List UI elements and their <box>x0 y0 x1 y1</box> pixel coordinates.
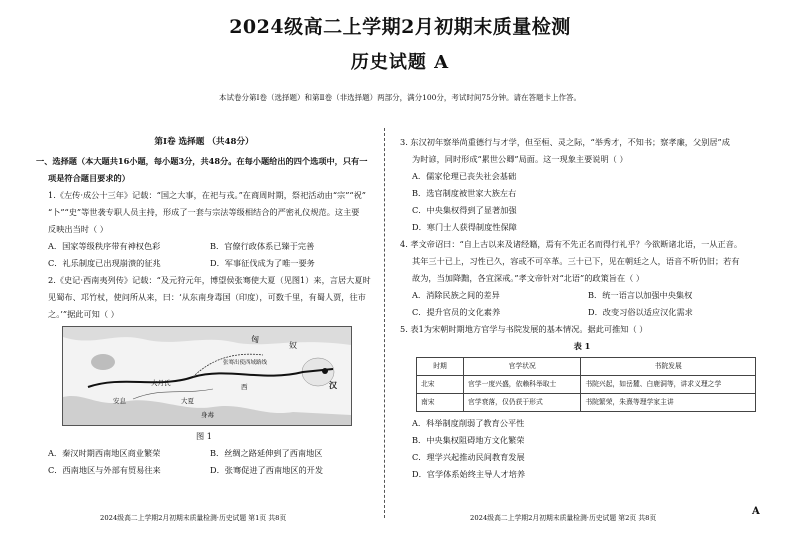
q1-stem-2: “卜”“史”等世袭专职人员主持，形成了一套与宗法等级相结合的严密礼仪规范。这主要 <box>48 207 360 217</box>
map-figure <box>62 326 352 426</box>
map-label-shendu: 身毒 <box>201 411 214 419</box>
q5-stem: 5. 表1为宋朝时期地方官学与书院发展的基本情况。据此可推知（ ） <box>400 324 648 334</box>
left-column <box>36 134 372 479</box>
column-divider <box>384 128 385 518</box>
question-2 <box>36 272 372 479</box>
question-1 <box>36 187 372 272</box>
q3-stem-2: 为时谚，同时形成“累世公卿”局面。这一现象主要说明（ ） <box>412 154 628 164</box>
table-header-row <box>417 358 756 376</box>
q4-options <box>400 287 764 321</box>
table-header: 书院发展 <box>581 358 756 376</box>
right-page-footer: 2024级高二上学期2月初期末质量检测·历史试题 第2页 共8页 <box>470 514 657 522</box>
q2-option-a[interactable]: A．秦汉时期西南地区商业繁荣 <box>48 448 161 458</box>
q2-options <box>36 445 372 479</box>
instruction-line-1: 一、选择题（本大题共16小题，每小题3分，共48分。在每小题给出的四个选项中，只有一 <box>36 156 368 166</box>
table-row <box>417 394 756 412</box>
table-header: 时期 <box>417 358 464 376</box>
map-label-xiongnu: 匈 <box>251 335 259 344</box>
question-5 <box>400 321 764 483</box>
map-label-dayuezhi: 大月氏 <box>151 379 171 387</box>
table-cell: 北宋 <box>417 376 464 394</box>
instruction-line-2: 项是符合题目要求的） <box>48 173 130 183</box>
map-label-route: 张骞出使西域路线 <box>223 360 268 366</box>
table-cell: 书院兴起，如岳麓、白鹿洞等，讲求义理之学 <box>581 376 756 394</box>
section-title: 第Ⅰ卷 选择题 （共48分） <box>154 137 254 147</box>
subject-title: 历史试题 A <box>350 52 450 73</box>
figure-caption: 图 1 <box>196 431 212 441</box>
q3-option-c[interactable]: C．中央集权得到了显著加强 <box>412 205 517 215</box>
exam-title: 2024级高二上学期2月初期末质量检测 <box>229 16 571 38</box>
q1-stem-1: 1.《左传·成公十三年》记载：“国之大事，在祀与戎。”在商周时期，祭祀活动由“宗”“祝” <box>48 190 366 200</box>
table-cell: 书院繁荣，朱熹等理学家主讲 <box>581 394 756 412</box>
q2-option-b[interactable]: B．丝绸之路延伸到了西南地区 <box>210 448 323 458</box>
q1-option-d[interactable]: D．军事征伐成为了唯一要务 <box>210 258 315 268</box>
corner-mark: A <box>752 506 760 517</box>
q2-stem-1: 2.《史记·西南夷列传》记载：“及元狩元年，博望侯张骞使大夏（见图1）来，言居大夏时 <box>48 275 371 285</box>
map-label-nu: 奴 <box>289 341 297 350</box>
q1-option-c[interactable]: C．礼乐制度已出现崩溃的征兆 <box>48 258 161 268</box>
q5-option-a[interactable]: A．科举制度削弱了教育公平性 <box>412 418 525 428</box>
q5-option-b[interactable]: B．中央集权阻碍地方文化繁荣 <box>412 435 525 445</box>
data-table <box>416 357 756 412</box>
q3-stem-1: 3. 东汉初年察举尚重德行与才学，但至桓、灵之际，“举秀才，不知书；察孝廉，父别居”成 <box>400 137 730 147</box>
question-4 <box>400 236 764 321</box>
q4-option-a[interactable]: A．消除民族之间的差异 <box>412 290 500 300</box>
table-row <box>417 376 756 394</box>
map-label-anxi: 安息 <box>113 397 126 405</box>
left-page-footer: 2024级高二上学期2月初期末质量检测·历史试题 第1页 共8页 <box>100 514 287 522</box>
q2-stem-2: 见蜀布、邛竹杖，使问所从来，曰：‘从东南身毒国（印度），可数千里，有蜀人贾，往市 <box>48 292 366 302</box>
q4-stem-1: 4. 孝文帝诏曰：“自上古以来及诸经籍，焉有不先正名而得行礼乎？今欲断诸北语，一从正音。 <box>400 239 743 249</box>
q2-stem-3: 之。’”据此可知（ ） <box>48 309 119 319</box>
q3-option-b[interactable]: B．选官制度被世家大族左右 <box>412 188 517 198</box>
q4-stem-2: 其年三十已上，习性已久，容或不可卒革。三十已下，见在朝廷之人，语音不听仍旧；若有 <box>412 256 740 266</box>
table-header: 官学状况 <box>464 358 581 376</box>
q3-option-a[interactable]: A．儒家伦理已丧失社会基础 <box>412 171 517 181</box>
table-cell: 南宋 <box>417 394 464 412</box>
q2-option-d[interactable]: D．张骞促进了西南地区的开发 <box>210 465 324 475</box>
q4-option-c[interactable]: C．提升官员的文化素养 <box>412 307 501 317</box>
q3-option-d[interactable]: D．寒门士人获得制度性保障 <box>412 222 517 232</box>
q5-option-d[interactable]: D．官学体系始终主导人才培养 <box>412 469 526 479</box>
table-cell: 官学一度兴盛，依赖科举取士 <box>464 376 581 394</box>
map-label-xiyu: 西 <box>241 383 248 391</box>
question-3 <box>400 134 764 236</box>
map-label-han: 汉 <box>329 380 337 390</box>
table-cell: 官学衰落，仅仍获于形式 <box>464 394 581 412</box>
exam-note: 本试卷分第Ⅰ卷（选择题）和第Ⅱ卷（非选择题）两部分，满分100分，考试时间75分钟。请在答题卡上作答。 <box>219 93 581 102</box>
q4-option-d[interactable]: D．改变习俗以适应汉化需求 <box>588 307 693 317</box>
q4-stem-3: 故为，当加降黜，各宜深戒。”孝文帝针对“北语”的政策旨在（ ） <box>412 273 645 283</box>
map-label-daxia: 大夏 <box>181 397 194 405</box>
q5-option-c[interactable]: C．理学兴起推动民间教育发展 <box>412 452 525 462</box>
q1-option-b[interactable]: B．官僚行政体系已臻于完善 <box>210 241 315 251</box>
right-column <box>400 134 764 483</box>
table-caption: 表 1 <box>573 341 591 351</box>
q4-option-b[interactable]: B．统一语言以加强中央集权 <box>588 290 693 300</box>
q1-options <box>36 238 372 272</box>
q1-option-a[interactable]: A．国家等级秩序带有神权色彩 <box>48 241 161 251</box>
q1-stem-3: 反映出当时（ ） <box>48 224 108 234</box>
q2-option-c[interactable]: C．西南地区与外部有贸易往来 <box>48 465 161 475</box>
